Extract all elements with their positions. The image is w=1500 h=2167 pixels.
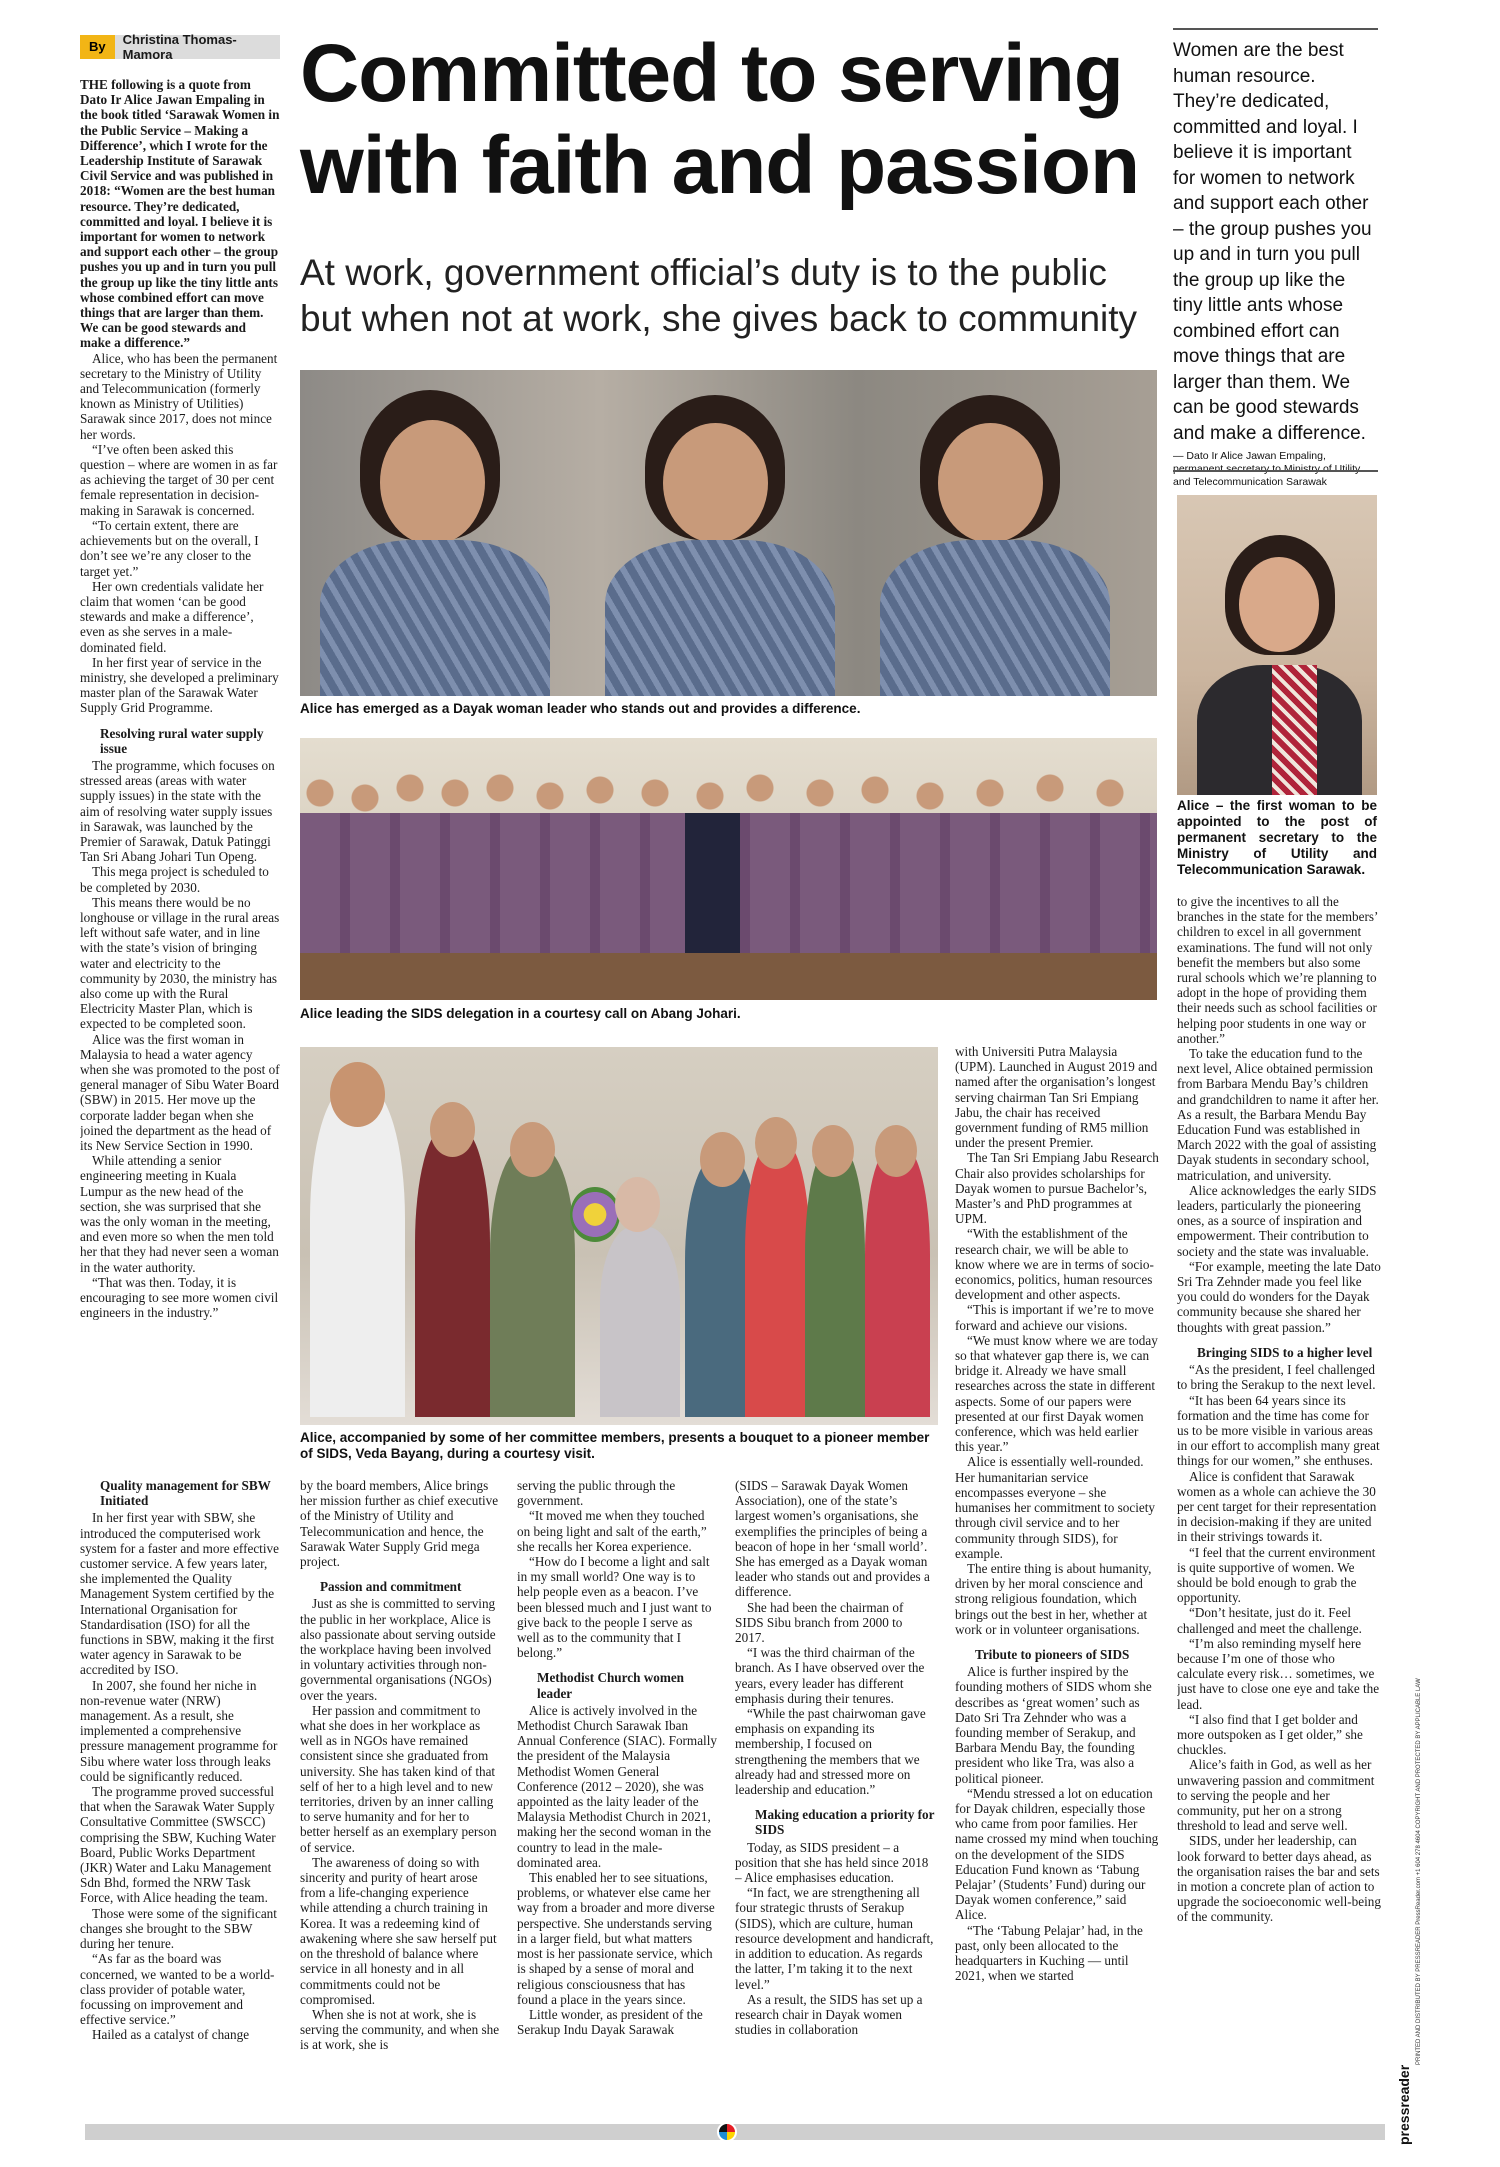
paragraph: Alice is further inspired by the founding mothers of SIDS whom she describes as ‘great women’ such as Dato Sri Tra Zehnder who was a founding member of Serakup, and Barbara Mendu Bay, the founding president who like Tra, was also a political pioneer. xyxy=(955,1664,1152,1786)
paragraph: “It has been 64 years since its formation and the time has come for us to be more visible in various areas in our effort to accomplish many great things for our women,” she enthuses. xyxy=(1177,1392,1380,1469)
paragraph: “I was the third chairman of the branch. As I have observed over the years, every leader has different emphasis during their tenures. xyxy=(735,1645,925,1706)
paragraph: Her own credentials validate her claim that women ‘can be good stewards and make a difference’, even as she serves in a male-dominated field. xyxy=(80,578,264,655)
paragraph: “We must know where we are today so that whatever gap there is, we can bridge it. Already we have small researches across the state in different aspects. Some of our papers were presented at our first Dayak women conference, which was held earlier this year.” xyxy=(955,1332,1158,1455)
article-column-5 xyxy=(735,1478,935,2103)
paragraph: Alice is essentially well-rounded. Her humanitarian service encompasses everyone – she humanises her commitment to society through civil service and to her community through SIDS), for example. xyxy=(955,1454,1155,1561)
paragraph: Alice acknowledges the early SIDS leaders, particularly the pioneering ones, as a source of inspiration and empowerment. Their contribution to society and the state was invaluable. xyxy=(1177,1182,1377,1259)
byline xyxy=(80,32,280,62)
headline: Committed to serving with faith and passion xyxy=(300,28,1140,211)
photo3-caption: Alice, accompanied by some of her committee members, presents a bouquet to a pioneer member of SIDS, Veda Bayang, during a courtesy visit. xyxy=(300,1430,930,1461)
paragraph: (SIDS – Sarawak Dayak Women Association), one of the state’s largest women’s organisations, she exemplifies the principles of being a beacon of hope in her ‘small world’. She has emerged as a Dayak woman leader who stands out and provides a difference. xyxy=(735,1478,930,1600)
paragraph: with Universiti Putra Malaysia (UPM). Launched in August 2019 and named after the organisation’s longest serving chairman Tan Sri Empiang Jabu, the chair has received government funding of RM5 million under the present Premier. xyxy=(955,1044,1158,1151)
paragraph: Alice, who has been the permanent secretary to the Ministry of Utility and Telecommunication (formerly known as Ministry of Utilities) Sarawak since 2017, does not mince her words. xyxy=(80,350,278,442)
paragraph: “As the president, I feel challenged to bring the Serakup to the next level. xyxy=(1177,1362,1376,1393)
paragraph: In 2007, she found her niche in non-revenue water (NRW) management. As a result, she implemented a comprehensive pressure management programme for Sibu where water loss through leaks could be significantly reduced. xyxy=(80,1677,278,1784)
paragraph: “I also find that I get bolder and more outspoken as I get older,” she chuckles. xyxy=(1177,1711,1363,1758)
paragraph: “That was then. Today, it is encouraging to see more women civil engineers in the industry.” xyxy=(80,1274,279,1321)
pressreader-stamp xyxy=(1396,1678,1422,2145)
article-column-2 xyxy=(80,1478,280,2103)
paragraph: SIDS, under her leadership, can look forward to better days ahead, as the organisation raises the bar and sets in motion a concrete plan of action to upgrade the socioeconomic well-being of the community. xyxy=(1177,1833,1381,1925)
paragraph: “How do I become a light and salt in my small world? One way is to help people even as a beacon. I’ve been blessed much and I just want to give back to the people I serve as well as to the community that I belong.” xyxy=(517,1554,712,1661)
paragraph: This mega project is scheduled to be completed by 2030. xyxy=(80,864,269,895)
article-column-3 xyxy=(300,1478,500,2103)
paragraph: “While the past chairwoman gave emphasis on expanding its membership, I focused on strengthening the members that we already had and stressed more on leadership and education.” xyxy=(735,1706,926,1798)
paragraph: In her first year of service in the ministry, she developed a preliminary master plan of the Sarawak Water Supply Grid Programme. xyxy=(80,654,279,716)
paragraph: While attending a senior engineering meeting in Kuala Lumpur as the new head of the section, she was surprised that she was the only woman in the meeting, and even more so when the men told her that they had never seen a woman in the water authority. xyxy=(80,1153,279,1275)
paragraph: by the board members, Alice brings her mission further as chief executive of the Ministry of Utility and Telecommunication and hence, the Sarawak Water Supply Grid mega project. xyxy=(300,1478,499,1570)
paragraph: “I’ve often been asked this question – where are women in as far as achieving the target of 30 per cent female representation in decision-making in Sarawak is concerned. xyxy=(80,441,278,518)
subheading: Methodist Church women leader xyxy=(537,1670,685,1701)
paragraph: “Don’t hesitate, just do it. Feel challenged and meet the challenge. xyxy=(1177,1605,1362,1636)
registration-mark-icon xyxy=(717,2122,737,2142)
pull-quote-text: Women are the best human resource. They’re dedicated, committed and loyal. I believe it is important for women to network and support each other – the group pushes you up and in turn you pull the group up like the tiny little ants whose combined effort can move things that are larger than them. We can be good stewards and make a difference. xyxy=(1173,40,1372,444)
subheadline: At work, government official’s duty is to the public but when not at work, she gives back to community xyxy=(300,252,1138,339)
paragraph: Alice was the first woman in Malaysia to head a water agency when she was promoted to the post of general manager of Sibu Water Board (SBW) in 2015. Her move up the corporate ladder began when she joined the department as the head of its New Service Section in 1990. xyxy=(80,1031,280,1154)
pull-quote-attribution: — Dato Ir Alice Jawan Empaling, permanent secretary to Ministry of Utility and Telecommunication Sarawak xyxy=(1173,450,1361,488)
pressreader-fine-print: PRINTED AND DISTRIBUTED BY PRESSREADER PressReader.com +1 604 278 4604 COPYRIGHT AND PROTECTED BY APPLICABLE LAW xyxy=(1416,1678,1422,2065)
paragraph: “I feel that the current environment is quite supportive of women. We should be bold enough to grab the opportunity. xyxy=(1177,1544,1376,1606)
paragraph: She had been the chairman of SIDS Sibu branch from 2000 to 2017. xyxy=(735,1599,904,1646)
paragraph: “This is important if we’re to move forward and achieve our visions. xyxy=(955,1302,1154,1333)
photo1-caption: Alice has emerged as a Dayak woman leader who stands out and provides a difference. xyxy=(300,701,861,716)
paragraph: Alice’s faith in God, as well as her unwavering passion and commitment to serving the people and her community, put her on a strong threshold to lead and serve well. xyxy=(1177,1757,1375,1834)
pull-quote xyxy=(1173,28,1378,489)
paragraph: The Tan Sri Empiang Jabu Research Chair also provides scholarships for Dayak women to pursue Bachelor’s, Master’s and PhD programmes at UPM. xyxy=(955,1150,1159,1227)
paragraph: Today, as SIDS president – a position that she has held since 2018 – Alice emphasises education. xyxy=(735,1839,929,1886)
paragraph: The awareness of doing so with sincerity and purity of heart arose from a life-changing experience while attending a church training in Korea. It was a redeeming kind of awakening where she saw herself put on the threshold of balance where service in all honesty and in all commitments could not be compromised. xyxy=(300,1854,497,2007)
subheading: Making education a priority for SIDS xyxy=(755,1807,935,1838)
article-column-7 xyxy=(1177,894,1382,2106)
subheading: Bringing SIDS to a higher level xyxy=(1197,1344,1373,1360)
paragraph: “As far as the board was concerned, we wanted to be a world-class provider of potable water, focussing on improvement and effective service.” xyxy=(80,1951,275,2028)
paragraph: As a result, the SIDS has set up a research chair in Dayak women studies in collaboration xyxy=(735,1991,923,2038)
photo2-caption: Alice leading the SIDS delegation in a courtesy call on Abang Johari. xyxy=(300,1006,741,1021)
paragraph: “With the establishment of the research chair, we will be able to know where we are in terms of socio-economics, politics, human resources development and other aspects. xyxy=(955,1226,1154,1303)
byline-prefix: By xyxy=(80,35,115,59)
paragraph: Little wonder, as president of the Serakup Indu Dayak Sarawak xyxy=(517,2006,703,2038)
paragraph: Just as she is committed to serving the public in her workplace, Alice is also passionate about serving outside the workplace having been involved in voluntary activities through non-governmental organisations (NGOs) over the years. xyxy=(300,1596,496,1703)
paragraph: When she is not at work, she is serving the community, and when she is at work, she is xyxy=(300,2006,500,2053)
subheading: Quality management for SBW Initiated xyxy=(100,1478,271,1509)
subheading: Tribute to pioneers of SIDS xyxy=(975,1646,1130,1662)
lead-paragraph: THE following is a quote from Dato Ir Alice Jawan Empaling in the book titled ‘Sarawak Women in the Public Service – Making a Difference’, which I wrote for the Leadership Institute of Sarawak Civil Service and was published in 2018: “Women are the best human resource. They’re dedicated, committed and loyal. I believe it is important for women to network and support each other – the group pushes you up and in turn you pull the group up like the tiny little ants whose combined effort can move things that are larger than them. We can be good stewards and make a difference.” xyxy=(80,77,280,351)
divider xyxy=(1173,470,1378,472)
byline-author: Christina Thomas-Mamora xyxy=(122,32,237,62)
subheading: Passion and commitment xyxy=(320,1579,462,1595)
photo-triptych xyxy=(300,370,1157,696)
paragraph: serving the public through the government. xyxy=(517,1478,676,1509)
paragraph: “For example, meeting the late Dato Sri Tra Zehnder made you feel like you could do wonders for the Dayak community because she shared her thoughts with great passion.” xyxy=(1177,1258,1381,1335)
paragraph: This enabled her to see situations, problems, or whatever else came her way from a broader and more diverse perspective. She understands serving in a larger field, but what matters most is her passionate service, which is shaped by a sense of moral and religious consciousness that has found a place in the years since. xyxy=(517,1870,715,2007)
portrait-caption: Alice – the first woman to be appointed to the post of permanent secretary to the Ministry of Utility and Telecommunication Sarawak. xyxy=(1177,798,1377,877)
paragraph: Her passion and commitment to what she does in her workplace as well as in NGOs have remained consistent since she graduated from university. She has taken kind of that self of her to a high level and to new territories, driven by an inner calling to serve humanity and for her to better herself as an exemplary person of service. xyxy=(300,1702,497,1855)
paragraph: “In fact, we are strengthening all four strategic thrusts of Serakup (SIDS), which are culture, human resource development and handicraft, in addition to education. As regards the latter, I’m taking it to the next level.” xyxy=(735,1885,934,1992)
paragraph: to give the incentives to all the branches in the state for the members’ children to excel in all government examinations. The fund will not only benefit the members but also some rural schools which we’re planning to adopt in the hope of providing them their needs such as school facilities or helping poor students in one way or another.” xyxy=(1177,894,1378,1046)
subheading: Resolving rural water supply issue xyxy=(100,725,264,756)
paragraph: To take the education fund to the next level, Alice obtained permission from Barbara Mendu Bay’s children and grandchildren to name it after her. As a result, the Barbara Mendu Bay Education Fund was established in March 2022 with the goal of assisting Dayak students in secondary school, matriculation, and university. xyxy=(1177,1046,1379,1183)
paragraph: This means there would be no longhouse or village in the rural areas left without safe water, and in line with the state’s vision of bringing water and electricity to the community by 2030, the ministry has also come up with the Rural Electricity Master Plan, which is expected to be completed soon. xyxy=(80,894,280,1032)
paragraph: The programme proved successful that when the Sarawak Water Supply Consultative Committee (SWSCC) comprising the SBW, Kuching Water Board, Public Works Department (JKR) Water and Laku Management Sdn Bhd, formed the NRW Task Force, with Alice heading the team. xyxy=(80,1784,276,1906)
pressreader-logo: pressreader xyxy=(1396,2064,1412,2145)
portrait-photo xyxy=(1177,495,1377,795)
photo-bouquet xyxy=(300,1047,938,1425)
article-column-6 xyxy=(955,1044,1160,2104)
paragraph: Alice is confident that Sarawak women as a whole can achieve the 30 per cent target for their representation in decision-making if they are united in their strivings towards it. xyxy=(1177,1468,1377,1545)
paragraph: “To certain extent, there are achievements but on the overall, I don’t see we’re any closer to the target yet.” xyxy=(80,517,259,579)
article-column-1 xyxy=(80,77,280,1475)
paragraph: The entire thing is about humanity, driven by her moral conscience and strong religious foundation, which brings out the best in her, whether at work or in volunteer organisations. xyxy=(955,1560,1152,1637)
paragraph: Those were some of the significant changes she brought to the SBW during her tenure. xyxy=(80,1905,277,1952)
paragraph: Alice is actively involved in the Methodist Church Sarawak Iban Annual Conference (SIAC). Formally the president of the Malaysia Methodist Women General Conference (2012 – 2020), she was appointed as the laity leader of the Malaysia Methodist Church in 2021, making her the second woman in the country to lead in the male-dominated area. xyxy=(517,1702,717,1870)
paragraph: The programme, which focuses on stressed areas (areas with water supply issues) in the state with the aim of resolving water supply issues in Sarawak, was launched by the Premier of Sarawak, Datuk Patinggi Tan Sri Abang Johari Tun Openg. xyxy=(80,757,275,865)
paragraph: In her first year with SBW, she introduced the computerised work system for a faster and more effective customer service. A few years later, she implemented the Quality Management System certified by the International Organisation for Standardisation (ISO) for all the functions in SBW, making it the first water agency in Sarawak to be accredited by ISO. xyxy=(80,1510,279,1678)
article-column-4 xyxy=(517,1478,717,2103)
paragraph: “Mendu stressed a lot on education for Dayak children, especially those who came from poor families. Her name crossed my mind when touching on the development of the SIDS Education Fund known as ‘Tabung Pelajar’ (Students’ Fund) during our Dayak women conference,” said Alice. xyxy=(955,1785,1159,1923)
paragraph: “I’m also reminding myself here because I’m one of those who calculate every risk… sometimes, we just have to close one eye and take the lead. xyxy=(1177,1635,1380,1712)
paragraph: “It moved me when they touched on being light and salt of the earth,” she recalls her Korea experience. xyxy=(517,1508,707,1554)
photo-delegation xyxy=(300,738,1157,1000)
paragraph: Hailed as a catalyst of change xyxy=(92,2027,250,2043)
paragraph: “The ‘Tabung Pelajar’ had, in the past, only been allocated to the headquarters in Kuching — until 2021, when we started xyxy=(955,1922,1143,1984)
